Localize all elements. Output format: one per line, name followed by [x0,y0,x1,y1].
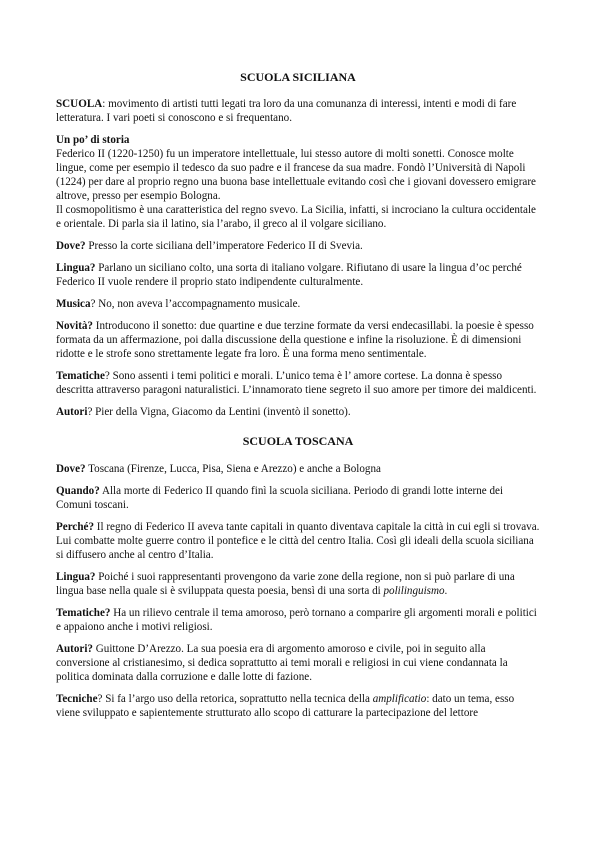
paragraph-label: Lingua? [56,571,96,583]
paragraph-text: ? No, non aveva l’accompagnamento musicale. [90,298,301,310]
paragraph-tematiche [56,369,540,397]
paragraph-musica [56,297,540,311]
paragraph-lingua [56,261,540,289]
paragraph-storia [56,133,540,231]
paragraph-text-end: : dato un tema, esso viene sviluppato e sapientemente strutturato allo scopo di catturare la partecipazione del lettore [56,693,515,719]
paragraph-autori [56,405,540,419]
paragraph-label: Tematiche [56,370,105,382]
paragraph-autori-toscana [56,642,540,684]
paragraph-label: Dove? [56,240,86,252]
paragraph-text: Poiché i suoi rappresentanti provengono da varie zone della regione, non si può parlare di una lingua base nella quale si è sviluppata questa poesia, bensì di una sorta di [56,571,515,597]
paragraph-line: Il cosmopolitismo è una caratteristica del regno svevo. La Sicilia, infatti, si incrociano la cultura occidentale e orientale. Di parla sia il latino, sia l’arabo, il greco al il volgare siciliano. [56,204,536,230]
paragraph-label: Lingua? [56,262,96,274]
paragraph-line: Federico II (1220-1250) fu un imperatore intellettuale, lui stesso autore di molti sonetti. Conosce molte lingue, come per esempio il tedesco da suo padre e il francese da sua madre. Fondò l’Università di Napoli (1224) per dare al proprio regno una buona base intellettuale evitando così che i giovani dovessero emigrare altrove, presso per esempio Bologna. [56,148,536,202]
paragraph-label: SCUOLA [56,98,103,110]
paragraph-tecniche [56,692,540,720]
paragraph-quando [56,484,540,512]
paragraph-text: ? Sono assenti i temi politici e morali. L’unico tema è l’ amore cortese. La donna è spesso descritta attraverso paragoni naturalistici. L’innamorato tiene segreto il suo amore per timore dei maldicenti. [56,370,537,396]
paragraph-text-end: . [444,585,448,597]
paragraph-label: Un po’ di storia [56,134,130,146]
paragraph-text: Ha un rilievo centrale il tema amoroso, però tornano a comparire gli argomenti morali e politici e appaiono anche i motivi religiosi. [56,607,537,633]
paragraph-lingua-toscana [56,570,540,598]
paragraph-label: Autori? [56,643,93,655]
paragraph-novita [56,319,540,361]
paragraph-label: Perché? [56,521,94,533]
page-title: SCUOLA SICILIANA [240,70,356,84]
paragraph-tematiche-toscana [56,606,540,634]
italic-term: polilinguismo [383,585,445,597]
paragraph-text: Guittone D’Arezzo. La sua poesia era di argomento amoroso e civile, poi in seguito alla conversione al cristianesimo, si dedica soprattutto ai temi morali e religiosi in cui viene condannata la politica dominata dalla corruzione e dalle lotte di fazione. [56,643,508,683]
paragraph-perche [56,520,540,562]
paragraph-text: : movimento di artisti tutti legati tra loro da una comunanza di interessi, intenti e modi di fare letteratura. I vari poeti si conoscono e si frequentano. [56,98,517,124]
paragraph-label: Musica [56,298,91,310]
paragraph-scuola [56,97,540,125]
paragraph-text: Presso la corte siciliana dell’imperatore Federico II di Svevia. [85,240,363,252]
paragraph-text: Il regno di Federico II aveva tante capitali in quanto diventava capitale la città in cui egli si trovava. Lui combatte molte guerre contro il pontefice e le città del centro Italia. Così gli ideali della scuola siciliana si diffusero anche al centro d’Italia. [56,521,540,561]
paragraph-text: Alla morte di Federico II quando finì la scuola siciliana. Periodo di grandi lotte interne dei Comuni toscani. [56,485,504,511]
paragraph-label: Tecniche [56,693,98,705]
paragraph-dove [56,239,540,253]
paragraph-label: Tematiche? [56,607,111,619]
paragraph-label: Novità? [56,320,93,332]
paragraph-text: ? Si fa l’argo uso della retorica, soprattutto nella tecnica della [97,693,373,705]
paragraph-text: Toscana (Firenze, Lucca, Pisa, Siena e Arezzo) e anche a Bologna [85,463,381,475]
section-title: SCUOLA TOSCANA [242,434,354,448]
paragraph-text: Introducono il sonetto: due quartine e due terzine formate da versi endecasillabi. la poesie è spesso formata da un affermazione, poi dalla discussione della questione e infine la risoluzione. È di dimensioni ridotte e le strofe sono strettamente legate fra loro. È una forma meno sentimentale. [56,320,534,360]
paragraph-text: Parlano un siciliano colto, una sorta di italiano volgare. Rifiutano di usare la lingua d’oc perché Federico II vuole rendere il proprio stato indipendente culturalmente. [56,262,522,288]
paragraph-label: Autori [56,406,88,418]
document-page [56,70,540,728]
paragraph-dove-toscana [56,462,540,476]
paragraph-label: Quando? [56,485,100,497]
paragraph-label: Dove? [56,463,86,475]
italic-term: amplificatio [372,693,427,705]
paragraph-text: ? Pier della Vigna, Giacomo da Lentini (inventò il sonetto). [87,406,351,418]
